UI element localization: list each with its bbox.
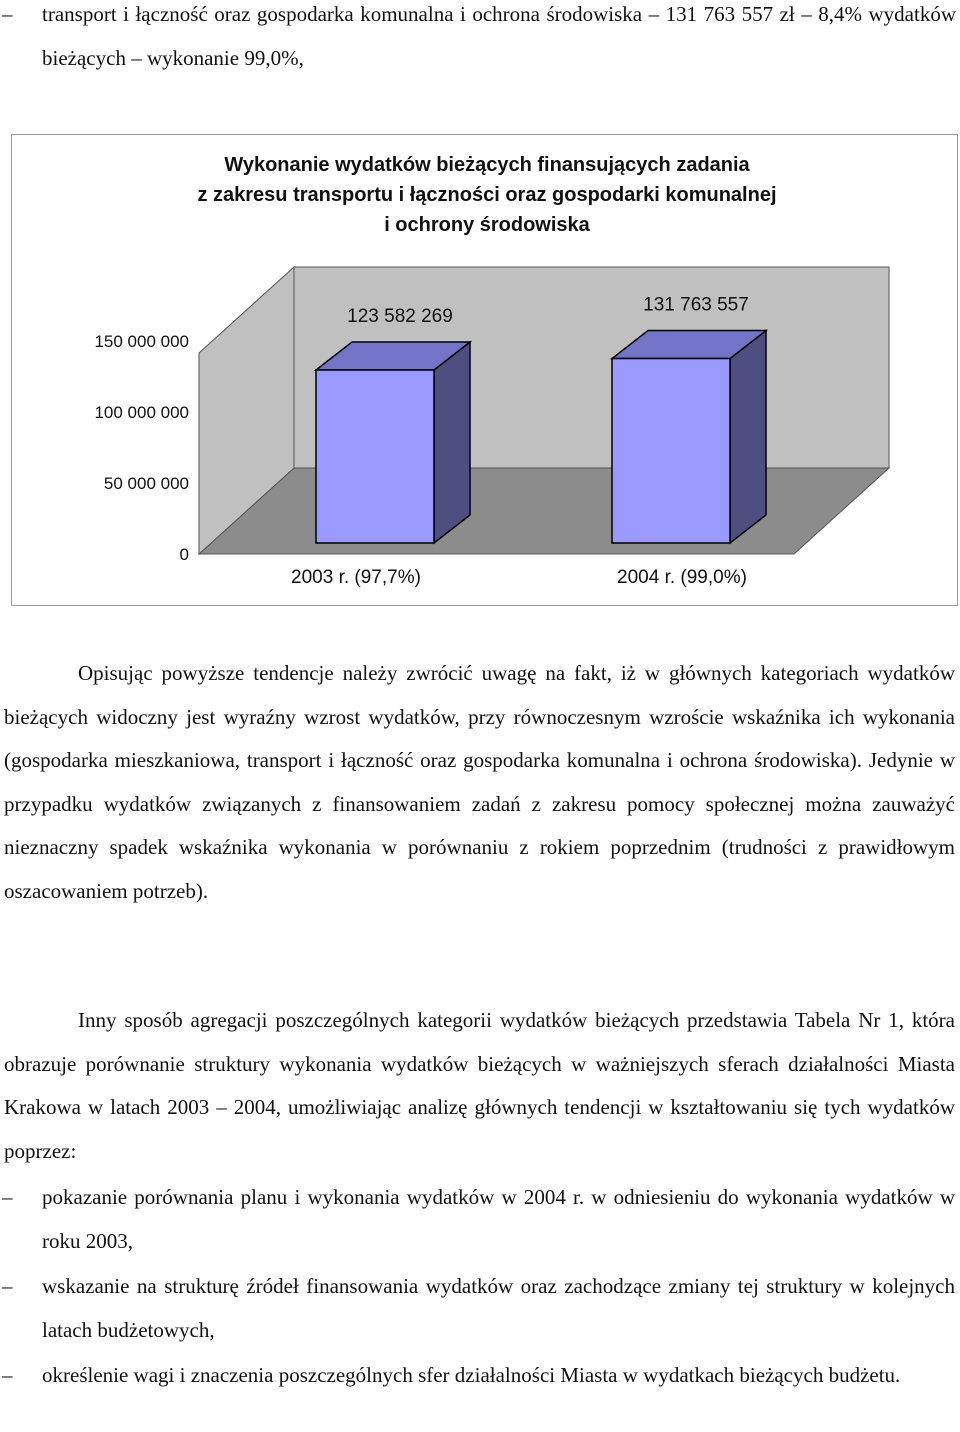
bar-value-label: 131 763 557 <box>643 294 749 316</box>
y-tick-label: 50 000 000 <box>103 474 189 493</box>
intro-list-item <box>0 0 960 82</box>
bar-side <box>730 331 766 543</box>
bar-front <box>612 359 730 543</box>
paragraph-1: Opisując powyższe tendencje należy zwrócić uwagę na fakt, iż w głównych kategoriach wydatków bieżących widoczny jest wyraźny wzrost wydatków, przy równoczesnym wzroście wskaźnika ich wykonania (gospodarka mieszkaniowa, transport i łączność oraz gospodarka komunalna i ochrona środowiska). Jedynie w przypadku wydatków związanych z finansowaniem zadań z zakresu pomocy społecznej można zauważyć nieznaczny spadek wskaźnika wykonania w porównaniu z rokiem poprzednim (trudności z prawidłowym oszacowaniem potrzeb). <box>4 661 955 903</box>
bullet-dash: – <box>2 1274 13 1298</box>
x-category-label: 2003 r. (97,7%) <box>291 567 421 588</box>
bar-chart <box>11 134 958 606</box>
bullet-text: określenie wagi i znaczenia poszczególnych sfer działalności Miasta w wydatkach bieżących budżetu. <box>42 1363 901 1387</box>
x-category-label: 2004 r. (99,0%) <box>617 567 747 588</box>
bullet-dash: – <box>2 1185 13 1209</box>
bullet-dash: – <box>2 1363 13 1387</box>
bar-side <box>434 342 470 543</box>
chart-canvas <box>12 135 957 605</box>
y-tick-label: 100 000 000 <box>94 403 189 422</box>
y-tick-label: 0 <box>179 545 189 564</box>
bullet-text: pokazanie porównania planu i wykonania wydatków w 2004 r. w odniesieniu do wykonania wydatków w roku 2003, <box>42 1185 955 1253</box>
bar-value-label: 123 582 269 <box>347 305 453 327</box>
list-dash: – <box>2 2 13 26</box>
bar-front <box>316 370 434 543</box>
chart-title-line-2: z zakresu transportu i łączności oraz gospodarki komunalnej <box>197 184 777 206</box>
bullet-text: wskazanie na strukturę źródeł finansowania wydatków oraz zachodzące zmiany tej struktury w kolejnych latach budżetowych, <box>42 1274 955 1342</box>
paragraph-2: Inny sposób agregacji poszczególnych kategorii wydatków bieżących przedstawia Tabela Nr 1, która obrazuje porównanie struktury wykonania wydatków bieżących w ważniejszych sferach działalności Miasta Krakowa w latach 2003 – 2004, umożliwiając analizę głównych tendencji w kształtowaniu się tych wydatków poprzez: <box>4 1008 955 1163</box>
chart-title-line-3: i ochrony środowiska <box>384 214 590 236</box>
y-tick-label: 150 000 000 <box>94 332 189 351</box>
chart-floor <box>199 468 889 554</box>
chart-title-line-1: Wykonanie wydatków bieżących finansujących zadania <box>224 154 750 176</box>
intro-list-text: transport i łączność oraz gospodarka komunalna i ochrona środowiska – 131 763 557 zł – 8,4% wydatków bieżących – wykonanie 99,0%, <box>42 2 956 70</box>
